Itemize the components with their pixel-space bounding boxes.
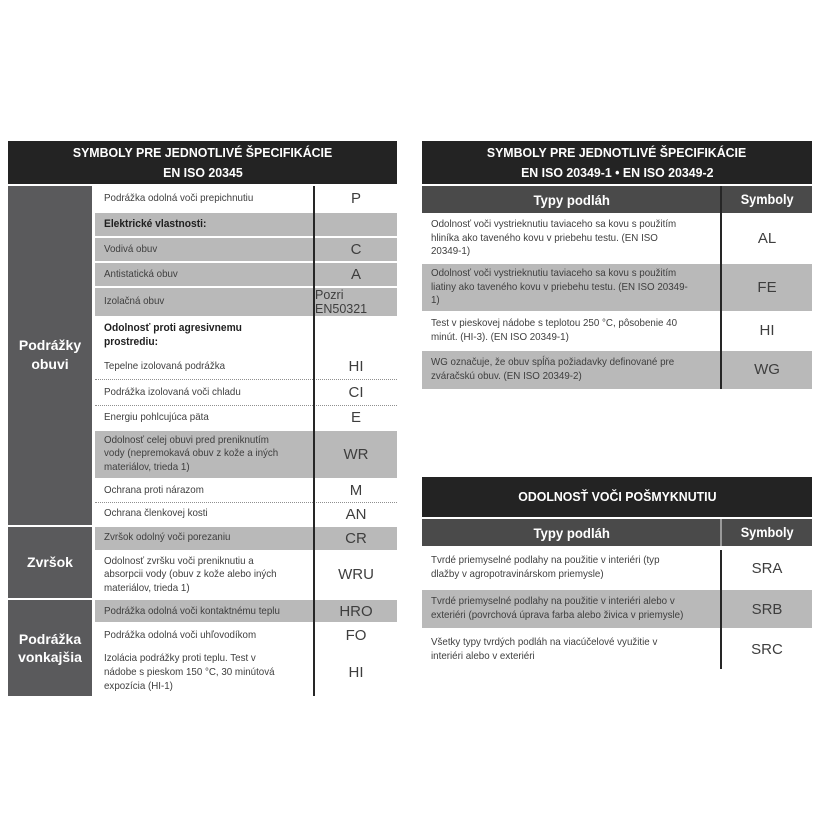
- row-description: Ochrana proti nárazom: [104, 483, 204, 496]
- row-description: Tvrdé priemyselné podlahy na použitie v interiéri (typ dlažby v agropotravinárskom priemysle): [431, 554, 660, 580]
- table-row: [95, 600, 397, 624]
- row-symbol: C: [350, 241, 362, 258]
- row-symbol: SRA: [751, 559, 783, 577]
- rows-zvrsok: [95, 527, 397, 599]
- group-podrazka-vonkajsia: [8, 600, 397, 696]
- row-description: Podrážka odolná voči kontaktnému teplu: [104, 604, 280, 617]
- group-podrazky-obuvi: [8, 186, 397, 525]
- left-table-body: [8, 186, 397, 696]
- group-label-podrazky-obuvi: [8, 186, 92, 525]
- table-row: [95, 504, 397, 525]
- row-symbol: WG: [754, 361, 780, 379]
- row-symbol: WR: [343, 445, 369, 463]
- table-row: [95, 355, 397, 380]
- table-title-posmyknutie: [422, 477, 812, 517]
- group-zvrsok: [8, 527, 397, 599]
- row-description: Izolačná obuv: [104, 295, 165, 308]
- row-description: Všetky typy tvrdých podláh na viacúčelové využitie v interiéri alebo v exteriéri: [431, 635, 658, 662]
- title-line-1: ODOLNOSŤ VOČI POŠMYKNUTIU: [517, 489, 717, 505]
- row-description: Podrážka odolná voči prepichnutiu: [104, 191, 254, 204]
- row-description: Energiu pohlcujúca päta: [104, 410, 209, 423]
- table-row: [95, 552, 397, 599]
- col-header-typy-podlah: [422, 519, 722, 546]
- row-description: Odolnosť voči vystrieknutiu taviaceho sa kovu s použitím liatiny ako taveného kovu v priebehu testu. (EN ISO 20349-1): [431, 266, 688, 307]
- title-line-2: EN ISO 20349-1 • EN ISO 20349-2: [520, 164, 714, 180]
- row-description: Vodivá obuv: [104, 242, 158, 255]
- table-row: [95, 407, 397, 431]
- column-headers: [422, 186, 812, 213]
- row-symbol: FE: [757, 278, 777, 296]
- row-symbol: FO: [345, 627, 367, 645]
- title-line-1: SYMBOLY PRE JEDNOTLIVÉ ŠPECIFIKÁCIE: [72, 145, 333, 160]
- col-header-text: Symboly: [740, 525, 794, 540]
- row-description: Odolnosť celej obuvi pred preniknutím vody (nepremokavá obuv z kože a iných materiálov, trieda 1): [104, 433, 279, 473]
- table-row: [422, 630, 812, 669]
- row-description: Odolnosť zvršku voči preniknutiu a absorpcii vody (obuv z kože alebo iných materiálov, trieda 1): [104, 554, 277, 594]
- table-row: [95, 186, 397, 213]
- row-symbol: [313, 213, 397, 236]
- row-description: Izolácia podrážky proti teplu. Test v nádobe s pieskom 150 °C, 30 minútová expozícia (HI-1): [104, 652, 275, 692]
- right-table-1-body: [422, 186, 812, 389]
- row-description: Odolnosť voči vystrieknutiu taviaceho sa kovu s použitím hliníka ako taveného kovu v priebehu testu. (EN ISO 20349-1): [431, 218, 677, 258]
- rows-podrazka-vonkajsia: [95, 600, 397, 696]
- table-title-en-iso-20349: [422, 141, 812, 184]
- rows-podrazky-obuvi: [95, 186, 397, 525]
- row-symbol: HRO: [339, 602, 373, 620]
- row-description: Podrážka izolovaná voči chladu: [104, 385, 241, 398]
- col-header-typy-podlah: [422, 186, 722, 213]
- row-description: Tepelne izolovaná podrážka: [104, 359, 226, 372]
- row-symbol: SRC: [751, 641, 783, 658]
- row-description: Elektrické vlastnosti:: [104, 218, 207, 231]
- row-description: WG označuje, že obuv spĺňa požiadavky definované pre zváračskú obuv. (EN ISO 20349-2): [431, 356, 675, 382]
- group-label-text: Zvršok: [27, 554, 73, 571]
- group-label-zvrsok: [8, 527, 92, 599]
- row-symbol: M: [349, 482, 363, 500]
- table-row: [422, 351, 812, 389]
- table-title-en-iso-20345: [8, 141, 397, 184]
- row-symbol: CI: [348, 384, 364, 402]
- row-symbol: AL: [757, 229, 777, 247]
- table-row: [422, 264, 812, 313]
- title-line-1: SYMBOLY PRE JEDNOTLIVÉ ŠPECIFIKÁCIE: [487, 145, 747, 160]
- row-symbol: WRU: [338, 566, 374, 584]
- row-description: Antistatická obuv: [104, 267, 178, 280]
- table-row: [95, 213, 397, 238]
- col-header-text: Symboly: [740, 192, 794, 207]
- row-symbol: E: [350, 409, 361, 427]
- col-header-symboly: [722, 186, 812, 213]
- row-symbol: [313, 318, 397, 353]
- group-label-text: Podrážka vonkajšia: [18, 630, 82, 666]
- column-headers: [422, 519, 812, 546]
- row-symbol: HI: [348, 358, 364, 376]
- table-row: [95, 238, 397, 263]
- table-row: [95, 480, 397, 503]
- table-row: [422, 548, 812, 590]
- row-symbol: SRB: [751, 600, 783, 618]
- rows-posmyknutie: [422, 548, 812, 669]
- table-en-iso-20345: [8, 141, 397, 698]
- row-symbol: A: [350, 266, 361, 283]
- row-symbol: HI: [759, 322, 775, 340]
- row-symbol: CR: [345, 529, 367, 547]
- row-description: Test v pieskovej nádobe s teplotou 250 °C, pôsobenie 40 minút. (HI-3). (EN ISO 20349-1): [431, 317, 678, 343]
- row-description: Odolnosť proti agresivnemu prostrediu:: [104, 322, 242, 349]
- row-symbol: HI: [348, 664, 364, 682]
- col-header-text: Typy podláh: [533, 191, 611, 208]
- row-symbol: P: [350, 190, 361, 207]
- row-description: Tvrdé priemyselné podlahy na použitie v interiéri alebo v exteriéri (povrchová úprava farba alebo živica v priemysle): [431, 595, 684, 621]
- table-row: [95, 288, 397, 318]
- group-label-podrazka-vonkajsia: [8, 600, 92, 696]
- group-label-text: Podrážky obuvi: [18, 337, 82, 373]
- table-row: [95, 527, 397, 552]
- table-odolnost-voci-posmyknutiu: [422, 477, 812, 669]
- col-header-symboly: [722, 519, 812, 546]
- col-header-text: Typy podláh: [533, 524, 611, 541]
- table-en-iso-20349: [422, 141, 812, 389]
- rows-en-iso-20349: [422, 215, 812, 389]
- row-description: Podrážka odolná voči uhľovodíkom: [104, 629, 257, 642]
- title-line-2: EN ISO 20345: [162, 164, 243, 180]
- table-row: [95, 624, 397, 649]
- table-row: [95, 431, 397, 480]
- row-description: Zvršok odolný voči porezaniu: [104, 531, 231, 544]
- row-symbol: Pozri EN50321: [315, 288, 368, 316]
- table-row: [422, 313, 812, 351]
- table-row: [422, 590, 812, 630]
- table-row: [95, 649, 397, 696]
- row-description: Ochrana členkovej kosti: [104, 507, 208, 520]
- table-row: [95, 381, 397, 406]
- table-row: [95, 263, 397, 288]
- row-symbol: AN: [345, 505, 367, 523]
- table-row: [422, 215, 812, 264]
- right-table-2-body: [422, 519, 812, 669]
- table-row: [95, 318, 397, 355]
